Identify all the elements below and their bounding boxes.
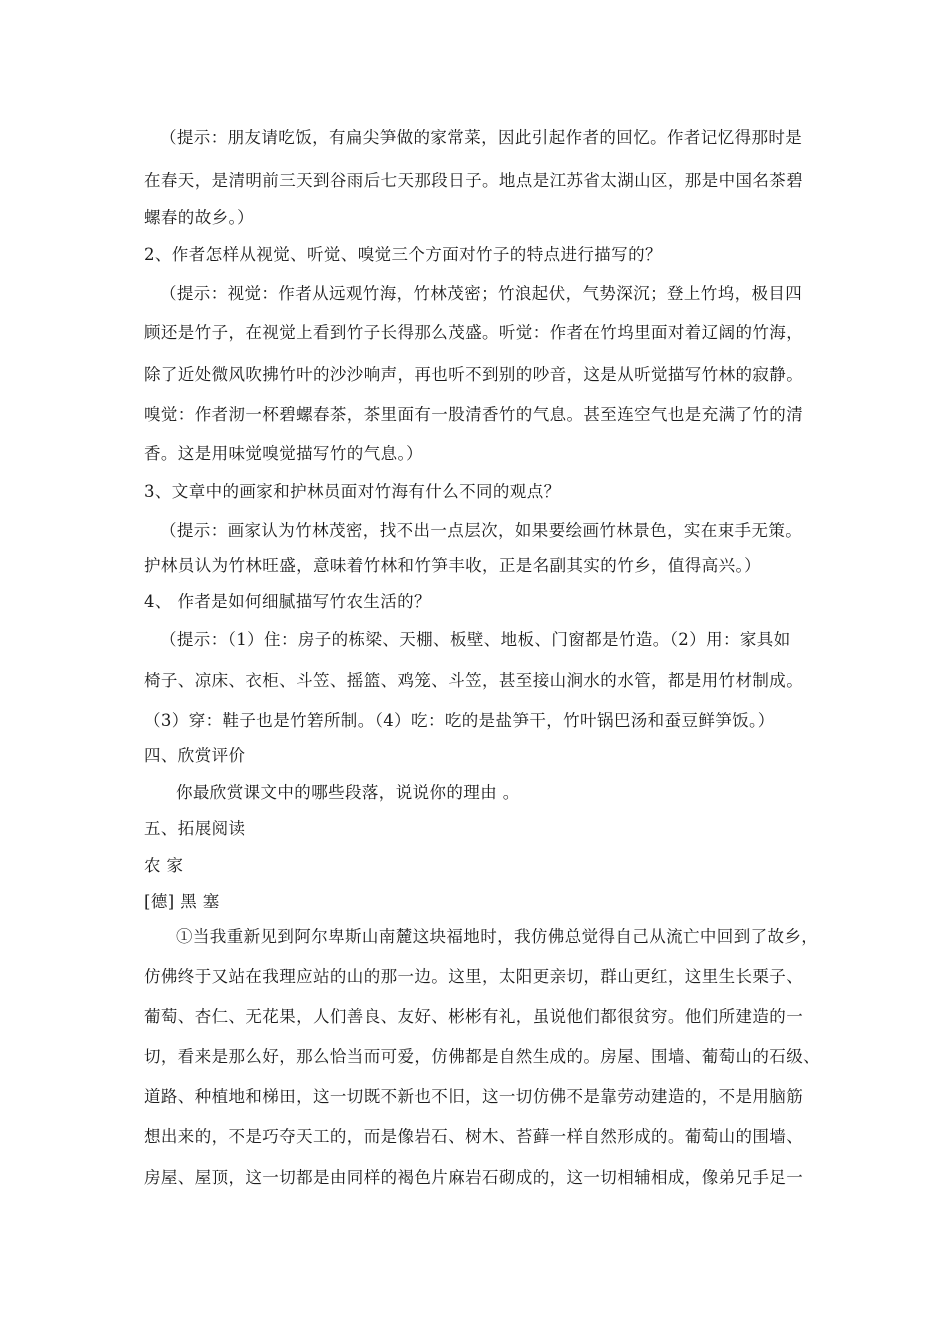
section-heading: 四、欣赏评价: [144, 746, 246, 765]
text-line: （提示：（1）住：房子的栋梁、天棚、板壁、地板、门窗都是竹造。（2）用：家具如: [160, 630, 791, 649]
text-line: （提示：画家认为竹林茂密，找不出一点层次，如果要绘画竹林景色，实在束手无策。: [160, 521, 803, 540]
text-line: 除了近处微风吹拂竹叶的沙沙响声，再也听不到别的吵音，这是从听觉描写竹林的寂静。: [144, 365, 804, 384]
text-line: 你最欣赏课文中的哪些段落，说说你的理由 。: [176, 783, 520, 802]
text-line: （3）穿：鞋子也是竹箬所制。（4）吃：吃的是盐笋干，竹叶锅巴汤和蚕豆鲜笋饭。）: [144, 711, 775, 730]
text-line: 香。这是用味觉嗅觉描写竹的气息。）: [144, 444, 424, 463]
text-line: 葡萄、杏仁、无花果，人们善良、友好、彬彬有礼，虽说他们都很贫穷。他们所建造的一: [144, 1007, 804, 1026]
question-heading: 3、文章中的画家和护林员面对竹海有什么不同的观点？: [144, 482, 561, 501]
text-line: 螺春的故乡。）: [144, 208, 255, 227]
text-line: 房屋、屋顶，这一切都是由同样的褐色片麻岩石砌成的，这一切相辅相成，像弟兄手足一: [144, 1168, 804, 1187]
text-line: （提示：视觉：作者从远观竹海，竹林茂密；竹浪起伏，气势深沉；登上竹坞，极目四: [160, 284, 803, 303]
text-line: 在春天，是清明前三天到谷雨后七天那段日子。地点是江苏省太湖山区，那是中国名茶碧: [144, 171, 804, 190]
article-title: 农 家: [144, 856, 184, 875]
question-heading: 2、作者怎样从视觉、听觉、嗅觉三个方面对竹子的特点进行描写的？: [144, 245, 662, 264]
question-heading: 4、 作者是如何细腻描写竹农生活的？: [144, 592, 431, 611]
text-line: 护林员认为竹林旺盛，意味着竹林和竹笋丰收，正是名副其实的竹乡，值得高兴。）: [144, 556, 762, 575]
text-line: ①当我重新见到阿尔卑斯山南麓这块福地时，我仿佛总觉得自己从流亡中回到了故乡，: [176, 927, 819, 946]
article-author: [德] 黑 塞: [144, 892, 220, 911]
text-line: 切，看来是那么好，那么恰当而可爱，仿佛都是自然生成的。房屋、围墙、葡萄山的石级、: [144, 1047, 820, 1066]
text-line: 椅子、凉床、衣柜、斗笠、摇篮、鸡笼、斗笠，甚至接山涧水的水管，都是用竹材制成。: [144, 671, 804, 690]
text-line: 仿佛终于又站在我理应站的山的那一边。这里，太阳更亲切，群山更红，这里生长栗子、: [144, 967, 804, 986]
text-line: （提示：朋友请吃饭，有扁尖笋做的家常菜，因此引起作者的回忆。作者记忆得那时是: [160, 128, 803, 147]
text-line: 想出来的，不是巧夺天工的，而是像岩石、树木、苔藓一样自然形成的。葡萄山的围墙、: [144, 1127, 804, 1146]
text-line: 顾还是竹子，在视觉上看到竹子长得那么茂盛。听觉：作者在竹坞里面对着辽阔的竹海，: [144, 323, 804, 342]
section-heading: 五、拓展阅读: [144, 819, 246, 838]
text-line: 嗅觉：作者沏一杯碧螺春茶，茶里面有一股清香竹的气息。甚至连空气也是充满了竹的清: [144, 405, 804, 424]
text-line: 道路、种植地和梯田，这一切既不新也不旧，这一切仿佛不是靠劳动建造的，不是用脑筋: [144, 1087, 804, 1106]
